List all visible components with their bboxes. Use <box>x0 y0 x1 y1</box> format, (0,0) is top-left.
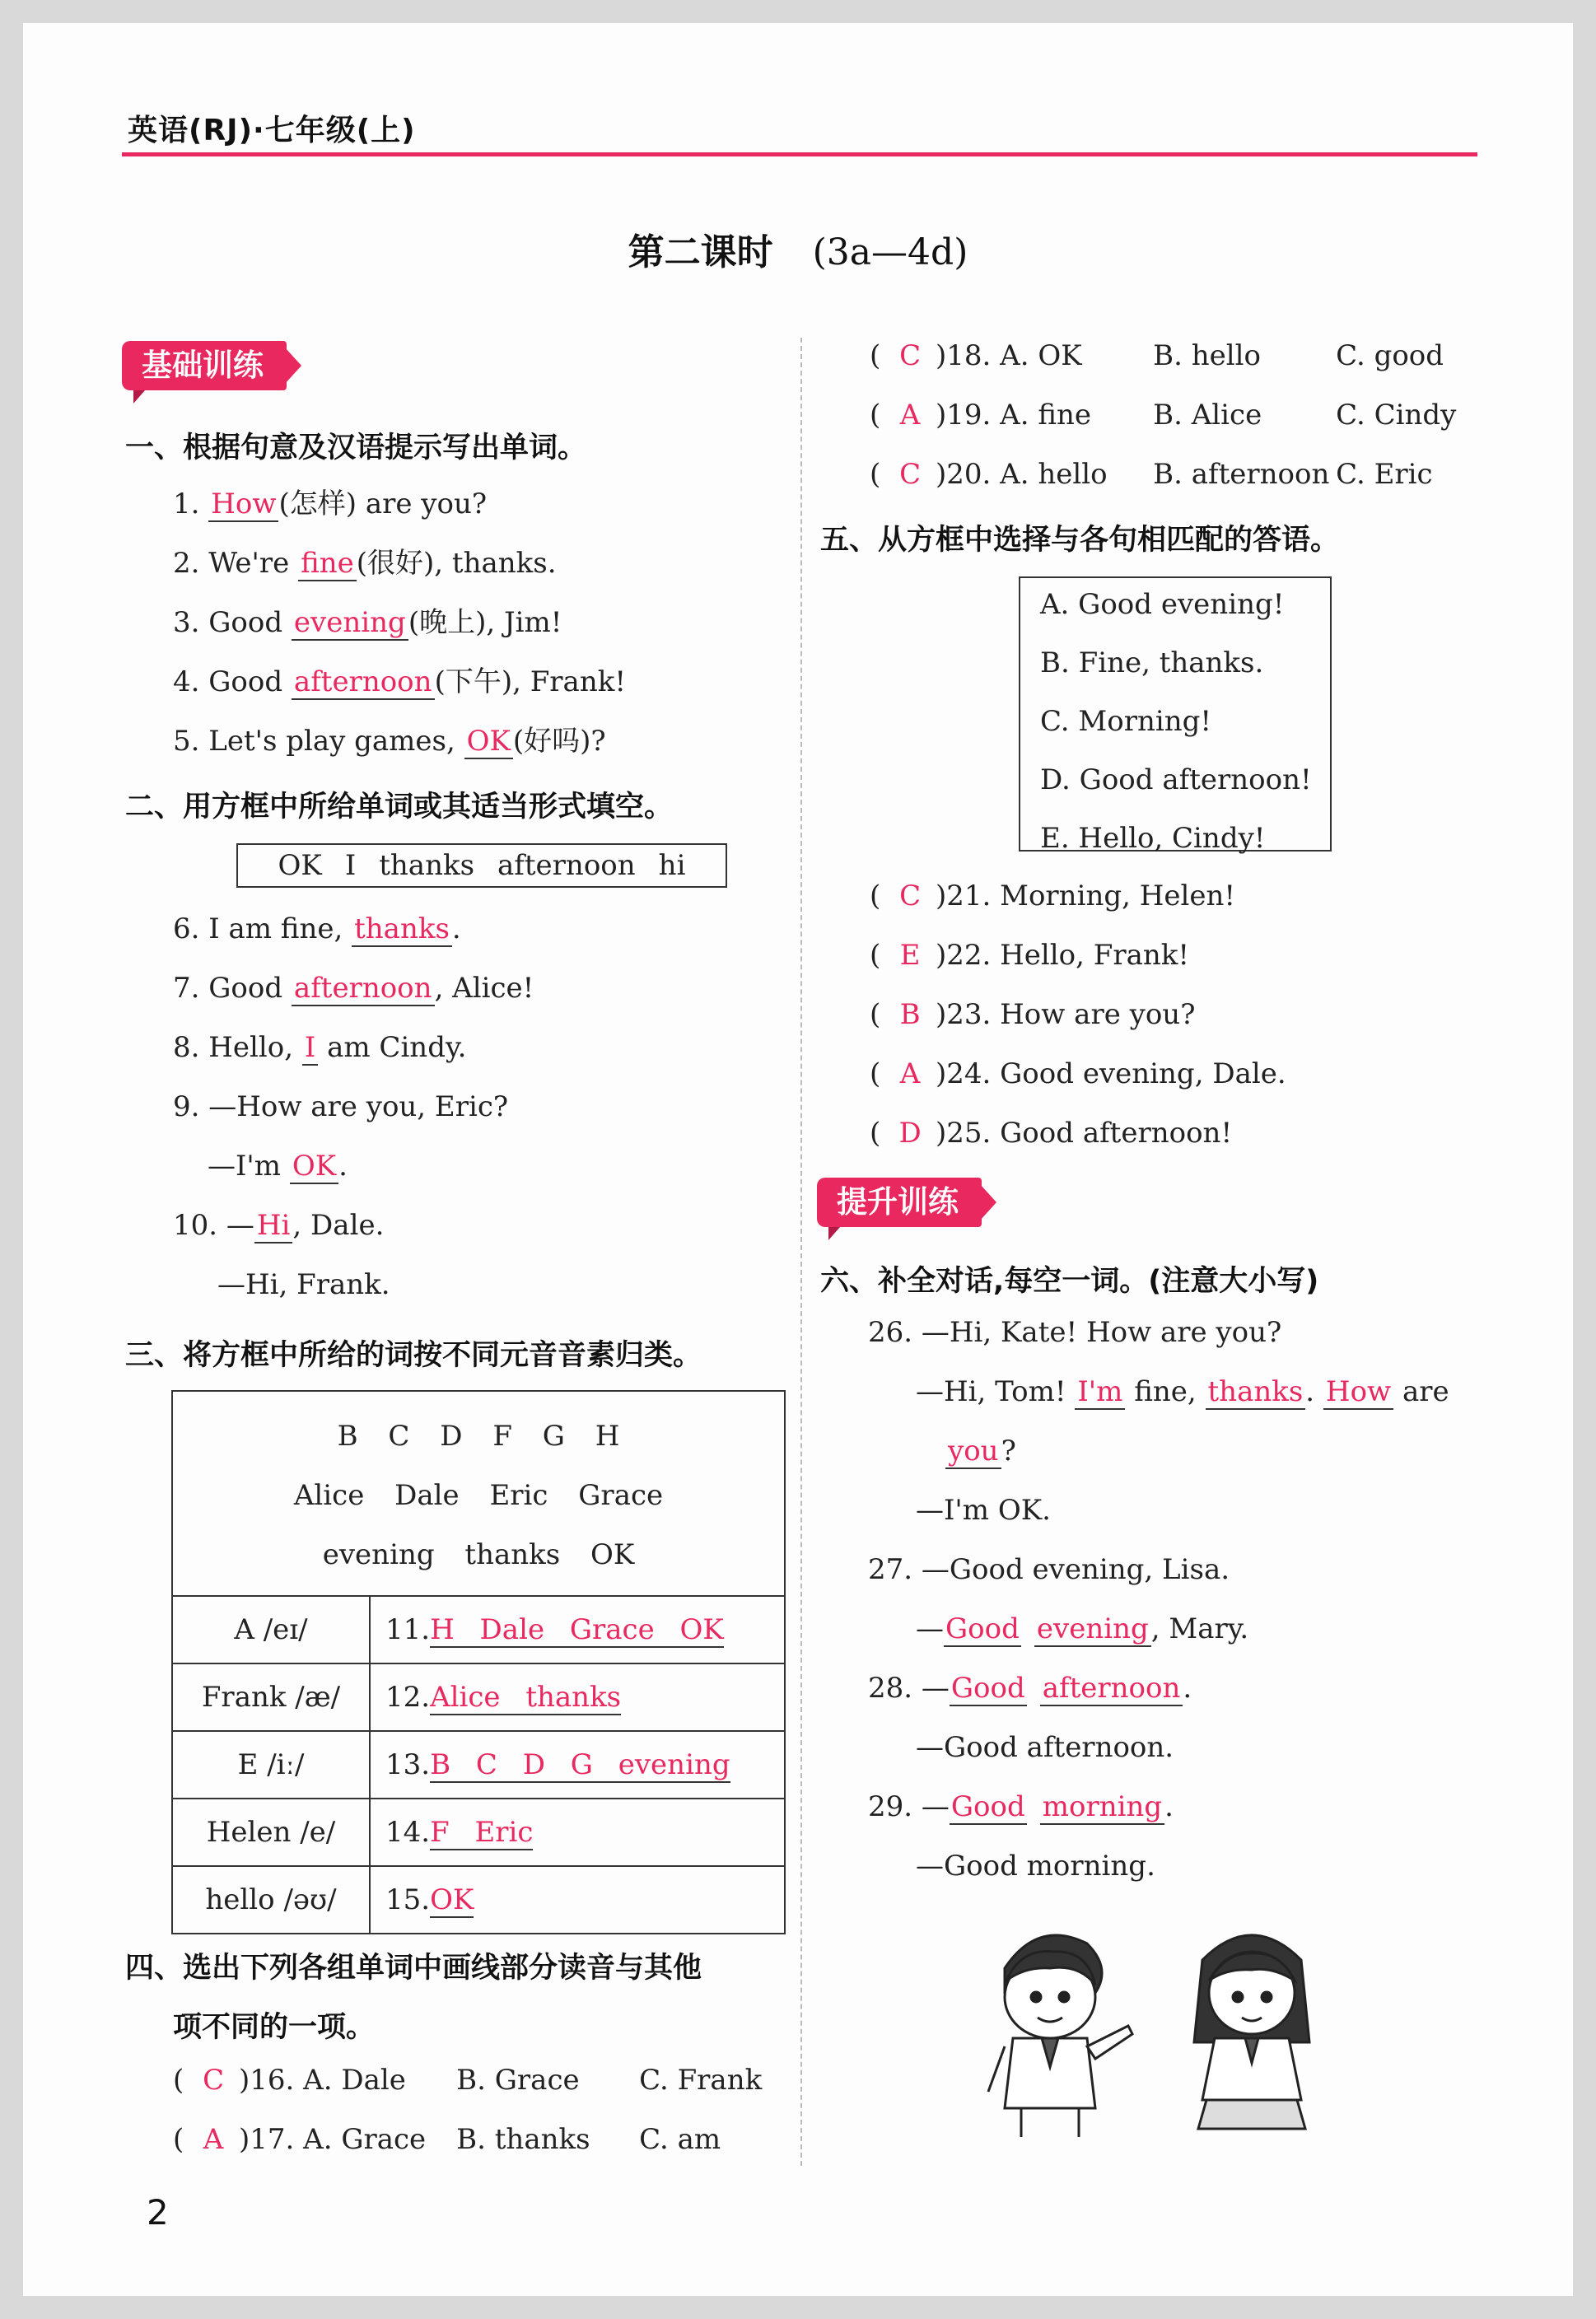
header-rule <box>122 152 1477 156</box>
section-4-heading: 四、选出下列各组单词中画线部分读音与其他 <box>125 1952 702 1985</box>
q2-item: —Hi, Frank. <box>217 1268 390 1301</box>
q4-item: ( C )20. A. hello B. afternoon C. Eric <box>870 458 1433 491</box>
q4-item: ( C )16. A. Dale B. Grace C. Frank <box>173 2064 763 2097</box>
table-row: E /iː/ 13.B C D G evening <box>172 1731 785 1799</box>
dialog-line: —Good evening, Mary. <box>916 1612 1249 1645</box>
q2-item: 6. I am fine, thanks. <box>173 912 461 945</box>
answer: thanks <box>352 912 452 947</box>
q1-item: 4. Good afternoon(下午), Frank! <box>173 665 626 698</box>
dialog-line: —Hi, Tom! I'm fine, thanks. How are <box>916 1375 1449 1408</box>
answer: fine <box>298 547 357 581</box>
q5-item: ( E )22. Hello, Frank! <box>870 939 1190 972</box>
phonics-word-box: B C D F G H Alice Dale Eric Grace evening thanks OK <box>172 1391 785 1596</box>
q2-item: —I'm OK. <box>208 1150 348 1183</box>
section-5-heading: 五、从方框中选择与各句相匹配的答语。 <box>820 524 1340 557</box>
q1-item: 5. Let's play games, OK(好吗)? <box>173 725 606 758</box>
dialog-line: you? <box>945 1435 1016 1467</box>
section-2-heading: 二、用方框中所给单词或其适当形式填空。 <box>125 791 674 824</box>
dialog-line: —Good morning. <box>916 1850 1155 1883</box>
section-3-heading: 三、将方框中所给的词按不同元音音素归类。 <box>125 1339 702 1372</box>
dialog-line: —I'm OK. <box>916 1494 1051 1527</box>
table-row: A /eɪ/ 11.H Dale Grace OK <box>172 1596 785 1663</box>
q4-item: ( C )18. A. OK B. hello C. good <box>870 339 1444 372</box>
answer: evening <box>292 606 408 641</box>
section-6-heading: 六、补全对话,每空一词。(注意大小写) <box>820 1265 1319 1298</box>
q2-item: 10. —Hi, Dale. <box>173 1209 385 1242</box>
dialog-line: 26. —Hi, Kate! How are you? <box>868 1316 1282 1349</box>
phonics-table <box>171 1390 786 1934</box>
advanced-training-tag: 提升训练 <box>817 1178 982 1227</box>
table-row: hello /əʊ/ 15.OK <box>172 1866 785 1934</box>
q1-item: 1. How(怎样) are you? <box>173 488 488 520</box>
answer: How <box>208 488 278 522</box>
lesson-title <box>0 222 1596 275</box>
answer-options-box: A. Good evening! B. Fine, thanks. C. Morning! D. Good afternoon! E. Hello, Cindy! <box>1019 576 1332 852</box>
dialog-line: —Good afternoon. <box>916 1731 1174 1764</box>
book-header: 英语(RJ)·七年级(上) <box>128 114 416 147</box>
lesson-range: (3a—4d) <box>812 231 968 273</box>
section-4-heading-cont: 项不同的一项。 <box>173 2011 376 2044</box>
dialog-line: 27. —Good evening, Lisa. <box>868 1553 1230 1586</box>
q5-item: ( A )24. Good evening, Dale. <box>870 1057 1286 1090</box>
q1-item: 2. We're fine(很好), thanks. <box>173 547 557 580</box>
page-number: 2 <box>147 2192 169 2233</box>
dialog-line: 29. —Good morning. <box>868 1790 1174 1823</box>
column-divider <box>800 338 802 2166</box>
word-bank-box: OK I thanks afternoon hi <box>236 843 727 888</box>
q1-item: 3. Good evening(晚上), Jim! <box>173 606 562 639</box>
q5-item: ( B )23. How are you? <box>870 998 1196 1031</box>
table-row: Helen /e/ 14.F Eric <box>172 1799 785 1866</box>
answer: I <box>302 1031 318 1066</box>
q2-item: 7. Good afternoon, Alice! <box>173 972 534 1005</box>
basic-training-tag: 基础训练 <box>122 341 287 390</box>
answer: OK <box>290 1150 338 1184</box>
q4-item: ( A )19. A. fine B. Alice C. Cindy <box>870 399 1457 432</box>
dialog-line: 28. —Good afternoon. <box>868 1672 1192 1705</box>
q5-item: ( C )21. Morning, Helen! <box>870 880 1236 912</box>
q5-item: ( D )25. Good afternoon! <box>870 1117 1233 1150</box>
section-1-heading: 一、根据句意及汉语提示写出单词。 <box>125 432 587 464</box>
table-row: Frank /æ/ 12.Alice thanks <box>172 1663 785 1731</box>
q4-item: ( A )17. A. Grace B. thanks C. am <box>173 2123 721 2156</box>
students-illustration <box>955 1902 1342 2141</box>
q2-item: 8. Hello, I am Cindy. <box>173 1031 467 1064</box>
answer: afternoon <box>292 972 435 1006</box>
q2-item: 9. —How are you, Eric? <box>173 1090 509 1123</box>
answer: OK <box>464 725 513 759</box>
lesson-name: 第二课时 <box>628 231 773 273</box>
answer: afternoon <box>292 665 435 700</box>
answer: Hi <box>254 1209 293 1243</box>
